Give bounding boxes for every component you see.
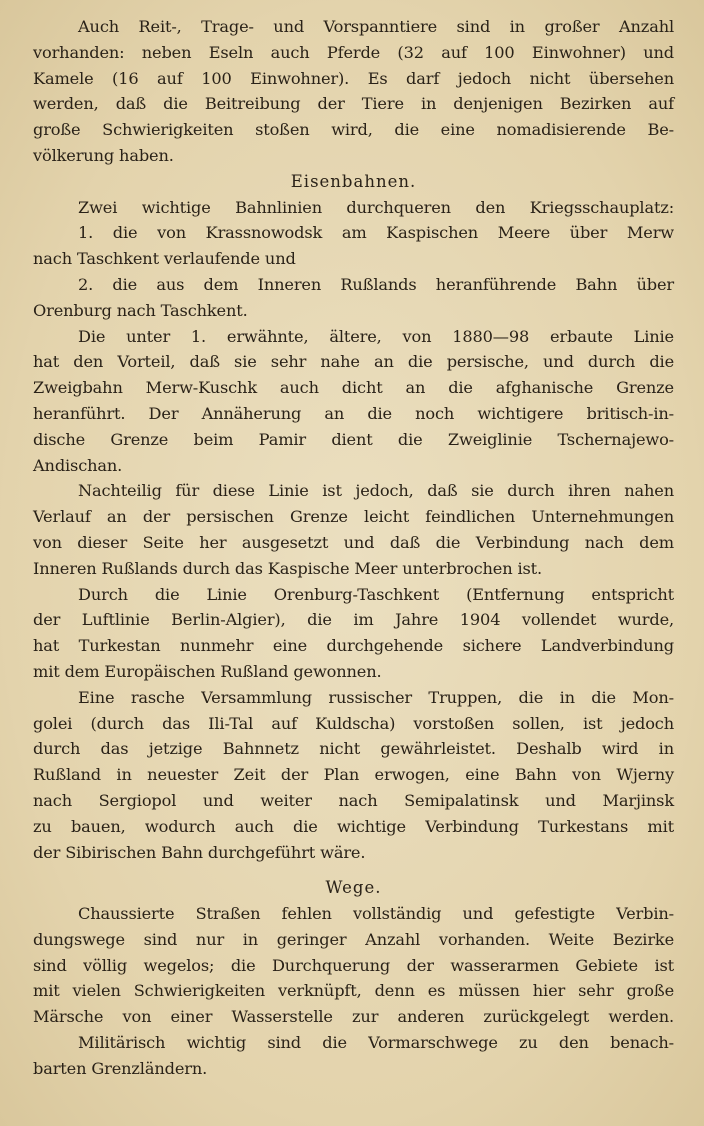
text-line: Zweigbahn Merw-Kuschk auch dicht an die afghanische Grenze — [33, 378, 674, 398]
text-line: Zwei wichtige Bahnlinien durchqueren den Kriegsschauplatz: — [78, 197, 674, 217]
text-line: Durch die Linie Orenburg-Taschkent (Entfernung entspricht — [78, 584, 674, 604]
list-item-railway-1 — [33, 220, 674, 272]
text-line: werden, daß die Beitreibung der Tiere in denjenigen Bezirken auf — [33, 94, 674, 114]
text-line: Kamele (16 auf 100 Einwohner). Es darf jedoch nicht übersehen — [33, 68, 674, 88]
text-line: durch das jetzige Bahnnetz nicht gewährleistet. Deshalb wird in — [33, 739, 674, 759]
text-line: heranführt. Der Annäherung an die noch wichtigere britisch-in- — [33, 403, 674, 423]
text-line: sind völlig wegelos; die Durchquerung der wasserarmen Gebiete ist — [33, 955, 674, 975]
list-item-railway-2 — [33, 272, 674, 324]
text-line: 2. die aus dem Inneren Rußlands heranführende Bahn über — [78, 274, 674, 294]
text-line: nach Sergiopol und weiter nach Semipalatinsk und Marjinsk — [33, 790, 674, 810]
paragraph-railways-3 — [33, 582, 674, 685]
text-line: hat Turkestan nunmehr eine durchgehende sichere Landverbindung — [33, 636, 674, 656]
text-line: barten Grenzländern. — [33, 1058, 208, 1078]
paragraph-railways-intro — [33, 195, 674, 221]
text-line: golei (durch das Ili-Tal auf Kuldscha) vorstoßen sollen, ist jedoch — [33, 713, 674, 733]
text-line: dische Grenze beim Pamir dient die Zweiglinie Tschernajewo- — [33, 429, 674, 449]
text-line: Militärisch wichtig sind die Vormarschwege zu den benach- — [78, 1033, 674, 1053]
text-line: Inneren Rußlands durch das Kaspische Meer unterbrochen ist. — [33, 558, 543, 578]
text-line: Verlauf an der persischen Grenze leicht feindlichen Unternehmungen — [33, 507, 674, 527]
paragraph-railways-4 — [33, 685, 674, 866]
text-line: 1. die von Krassnowodsk am Kaspischen Meere über Merw — [78, 223, 674, 243]
text-line: Nachteilig für diese Linie ist jedoch, daß sie durch ihren nahen — [78, 481, 674, 501]
heading-roads: Wege. — [325, 878, 382, 898]
heading-railways: Eisenbahnen. — [290, 171, 417, 191]
text-line: mit dem Europäischen Rußland gewonnen. — [33, 661, 382, 681]
text-line: hat den Vorteil, daß sie sehr nahe an die persische, und durch die — [33, 352, 674, 372]
text-line: große Schwierigkeiten stoßen wird, die eine nomadisierende Be- — [33, 120, 674, 140]
text-line: der Luftlinie Berlin-Algier), die im Jahre 1904 vollendet wurde, — [33, 610, 674, 630]
text-line: von dieser Seite her ausgesetzt und daß die Verbindung nach dem — [33, 532, 674, 552]
text-line: zu bauen, wodurch auch die wichtige Verbindung Turkestans mit — [33, 816, 674, 836]
text-line: der Sibirischen Bahn durchgeführt wäre. — [33, 842, 366, 862]
text-line: Die unter 1. erwähnte, ältere, von 1880—98 erbaute Linie — [78, 326, 674, 346]
paragraph-railways-1 — [33, 324, 674, 479]
text-line: Rußland in neuester Zeit der Plan erwogen, eine Bahn von Wjerny — [33, 765, 674, 785]
paragraph-roads-1 — [33, 901, 674, 1030]
text-line: vorhanden: neben Eseln auch Pferde (32 auf 100 Einwohner) und — [33, 42, 674, 62]
text-line: Märsche von einer Wasserstelle zur anderen zurückgelegt werden. — [33, 1007, 674, 1027]
paragraph-animals — [33, 14, 674, 169]
text-line: nach Taschkent verlaufende und — [33, 249, 296, 269]
text-line: dungswege sind nur in geringer Anzahl vorhanden. Weite Bezirke — [33, 929, 674, 949]
paragraph-roads-2 — [33, 1030, 674, 1082]
text-line: völkerung haben. — [33, 145, 174, 165]
text-line: Auch Reit-, Trage- und Vorspanntiere sind in großer Anzahl — [78, 17, 674, 36]
text-line: Orenburg nach Taschkent. — [33, 300, 248, 320]
paragraph-railways-2 — [33, 478, 674, 581]
text-line: Chaussierte Straßen fehlen vollständig und gefestigte Verbin- — [78, 904, 674, 924]
text-line: mit vielen Schwierigkeiten verknüpft, denn es müssen hier sehr große — [33, 981, 674, 1001]
text-line: Eine rasche Versammlung russischer Truppen, die in die Mon- — [78, 687, 674, 707]
text-line: Andischan. — [33, 455, 123, 475]
